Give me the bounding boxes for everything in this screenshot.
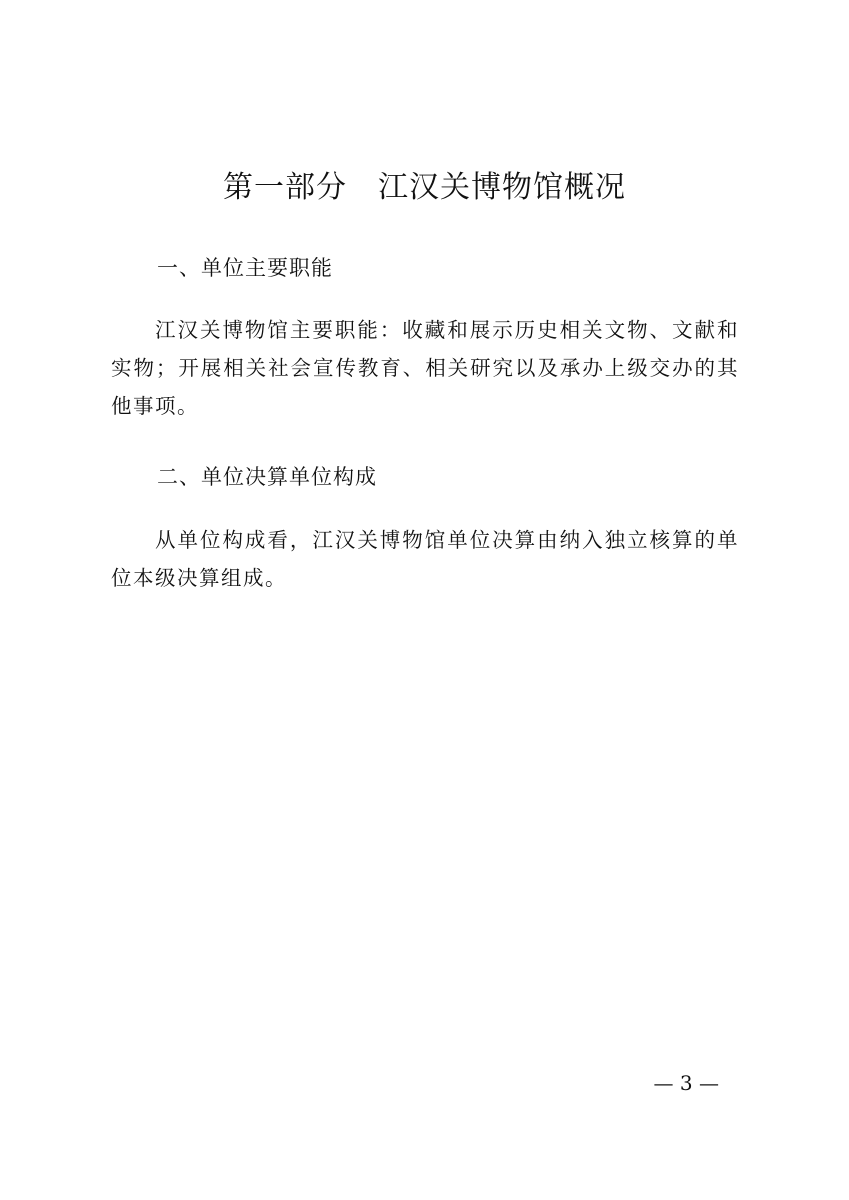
section-heading-composition: 二、单位决算单位构成 bbox=[157, 465, 377, 489]
section-heading-functions: 一、单位主要职能 bbox=[157, 256, 333, 280]
section-paragraph-composition: 从单位构成看，江汉关博物馆单位决算由纳入独立核算的单位本级决算组成。 bbox=[111, 528, 739, 590]
page-title: 第一部分 江汉关博物馆概况 bbox=[223, 170, 626, 205]
page-number: — 3 — bbox=[653, 1071, 719, 1095]
section-paragraph-functions: 江汉关博物馆主要职能：收藏和展示历史相关文物、文献和实物；开展相关社会宣传教育、相关研究以及承办上级交办的其他事项。 bbox=[111, 318, 739, 418]
